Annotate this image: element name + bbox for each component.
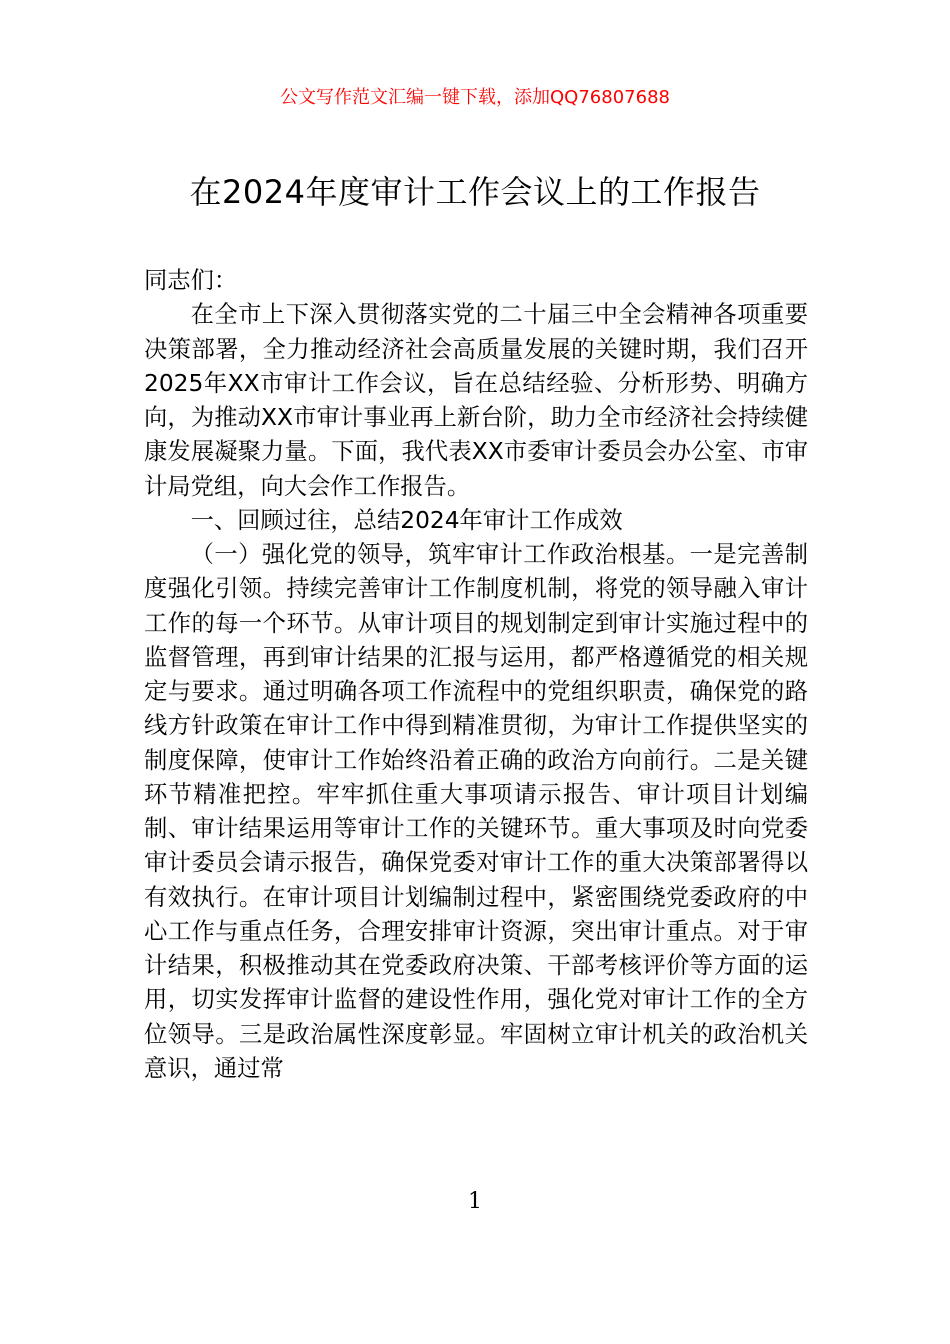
intro-paragraph: 在全市上下深入贯彻落实党的二十届三中全会精神各项重要决策部署，全力推动经济社会高质量发展的关键时期，我们召开2025年XX市审计工作会议，旨在总结经验、分析形势、明确方向，为推动XX市审计事业再上新台阶，助力全市经济社会持续健康发展凝聚力量。下面，我代表XX市委审计委员会办公室、市审计局党组，向大会作工作报告。 — [144, 301, 808, 500]
salutation: 同志们： — [144, 267, 238, 294]
document-body — [144, 264, 808, 1086]
download-banner: 公文写作范文汇编一键下载，添加QQ76807688 — [280, 87, 670, 108]
section-heading: 一、回顾过往，总结2024年审计工作成效 — [190, 506, 623, 534]
document-title: 在2024年度审计工作会议上的工作报告 — [189, 173, 761, 211]
page-number: 1 — [468, 1189, 482, 1214]
body-paragraph: （一）强化党的领导，筑牢审计工作政治根基。一是完善制度强化引领。持续完善审计工作制度机制，将党的领导融入审计工作的每一个环节。从审计项目的规划制定到审计实施过程中的监督管理，再到审计结果的汇报与运用，都严格遵循党的相关规定与要求。通过明确各项工作流程中的党组织职责，确保党的路线方针政策在审计工作中得到精准贯彻，为审计工作提供坚实的制度保障，使审计工作始终沿着正确的政治方向前行。二是关键环节精准把控。牢牢抓住重大事项请示报告、审计项目计划编制、审计结果运用等审计工作的关键环节。重大事项及时向党委审计委员会请示报告，确保党委对审计工作的重大决策部署得以有效执行。在审计项目计划编制过程中，紧密围绕党委政府的中心工作与重点任务，合理安排审计资源，突出审计重点。对于审计结果，积极推动其在党委政府决策、干部考核评价等方面的运用，切实发挥审计监督的建设性作用，强化党对审计工作的全方位领导。三是政治属性深度彰显。牢固树立审计机关的政治机关意识，通过常 — [144, 541, 808, 1082]
